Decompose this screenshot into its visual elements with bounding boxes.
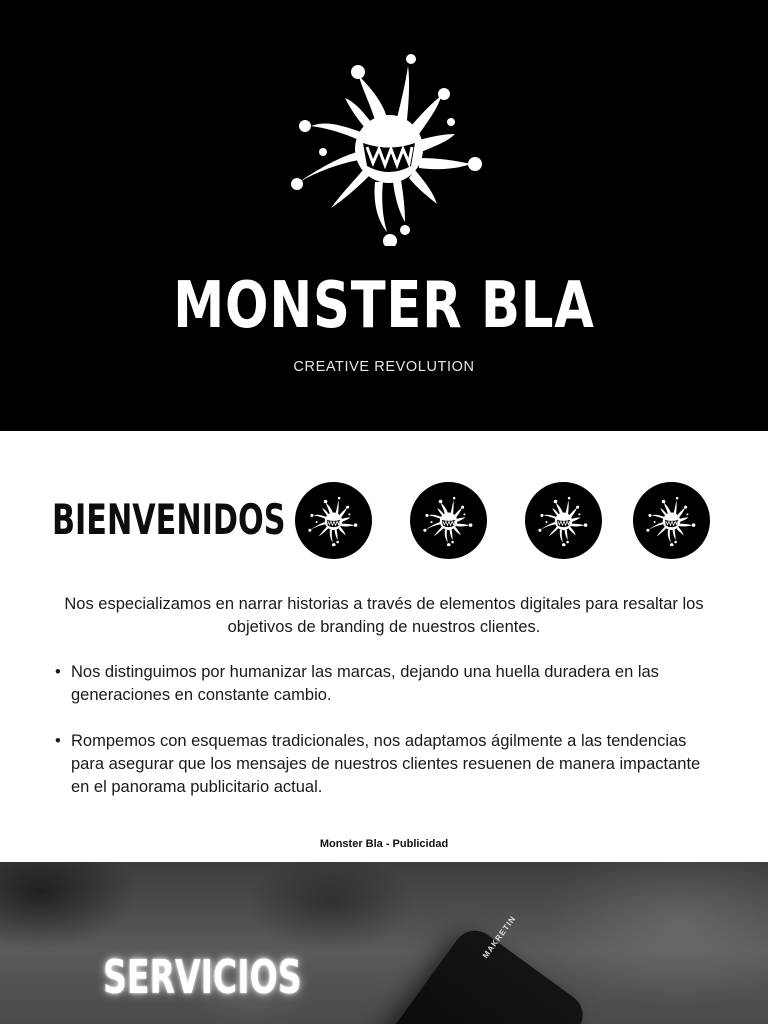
monster-splash-logo-icon [410, 482, 487, 559]
tagline: CREATIVE REVOLUTION [293, 359, 475, 375]
intro-paragraph: Nos especializamos en narrar historias a través de elementos digitales para resaltar los objetivos de branding de nuestros clientes. [64, 595, 704, 636]
list-item-text: Rompemos con esquemas tradicionales, nos adaptamos ágilmente a las tendencias para asegurar que los mensajes de nuestros clientes resuenen de manera impactante en el panorama publicitario actual. [71, 732, 701, 796]
list-item [55, 730, 705, 799]
services-title: SERVICIOS [103, 950, 302, 1004]
welcome-title: BIENVENIDOS [52, 495, 286, 544]
brand-name: MONSTER BLA [173, 269, 595, 343]
monster-splash-logo-icon [633, 482, 710, 559]
monster-splash-logo-icon [295, 482, 372, 559]
list-item-text: Nos distinguimos por humanizar las marcas, dejando una huella duradera en las generaciones en constante cambio. [71, 663, 659, 704]
monster-badge-1 [295, 482, 372, 559]
services-banner [0, 862, 768, 1024]
bullet-glyph: • [55, 663, 61, 681]
monster-splash-logo-icon [284, 46, 494, 246]
monster-badge-2 [410, 482, 487, 559]
monster-badge-4 [633, 482, 710, 559]
footer-caption: Monster Bla - Publicidad [319, 838, 449, 850]
monster-splash-logo-icon [525, 482, 602, 559]
phone-label: MAKRETIN [480, 914, 518, 960]
list-item [55, 661, 705, 707]
feature-list [55, 661, 705, 822]
hero-banner [0, 0, 768, 431]
bullet-glyph: • [55, 732, 61, 750]
phone-image [323, 914, 591, 1024]
monster-badge-3 [525, 482, 602, 559]
